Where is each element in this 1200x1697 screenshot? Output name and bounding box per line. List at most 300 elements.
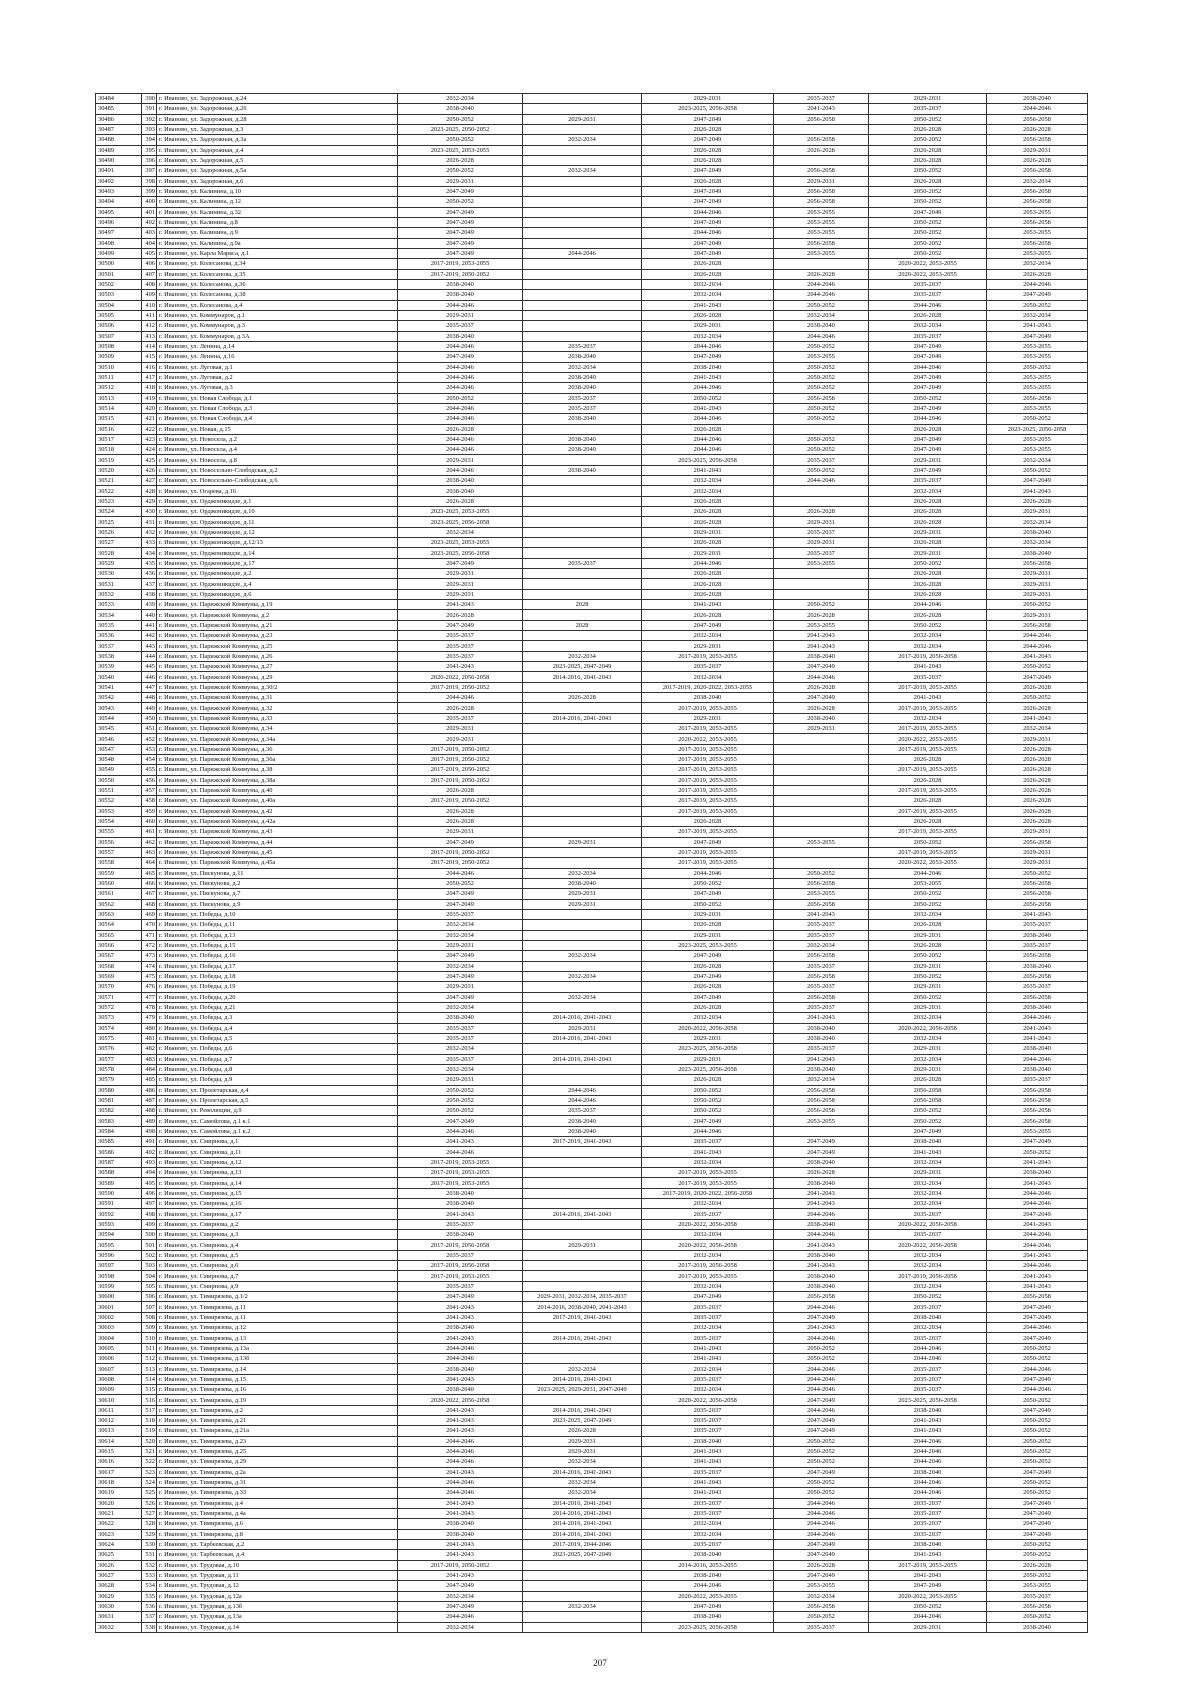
period-4-cell: 2053-2055 [774,217,869,227]
period-2-cell [523,847,642,857]
period-5-cell: 2029-2031 [869,548,987,558]
period-1-cell: 2032-2034 [398,527,523,537]
table-row [96,166,1088,176]
period-3-cell: 2017-2019, 2053-2055 [642,1168,774,1178]
period-3-cell: 2026-2028 [642,610,774,620]
address-cell: г. Иваново, ул. Тимирязева, д.6 [157,1519,398,1529]
period-1-cell: 2029-2031 [398,734,523,744]
row-number-cell: 432 [142,527,157,537]
period-4-cell: 2050-2052 [774,1436,869,1446]
period-1-cell: 2026-2028 [398,816,523,826]
address-cell: г. Иваново, ул. Калинина, д.10 [157,186,398,196]
address-cell: г. Иваново, ул. Тимирязева, д.13б [157,1354,398,1364]
period-1-cell: 2044-2046 [398,362,523,372]
row-number-cell: 497 [142,1199,157,1209]
period-3-cell: 2047-2049 [642,889,774,899]
period-1-cell: 2029-2031 [398,569,523,579]
period-2-cell [523,940,642,950]
table-row [96,259,1088,269]
table-row [96,135,1088,145]
period-1-cell: 2032-2034 [398,1591,523,1601]
period-6-cell: 2041-2043 [987,321,1088,331]
row-number-cell: 429 [142,496,157,506]
table-row [96,961,1088,971]
period-4-cell: 2044-2046 [774,279,869,289]
period-1-cell: 2047-2049 [398,837,523,847]
period-4-cell: 2050-2052 [774,1457,869,1467]
period-3-cell: 2014-2016, 2053-2055 [642,1560,774,1570]
row-id-cell: 30612 [96,1416,142,1426]
period-6-cell: 2053-2055 [987,383,1088,393]
period-4-cell: 2056-2058 [774,197,869,207]
period-2-cell [523,796,642,806]
period-5-cell: 2029-2031 [869,930,987,940]
table-row [96,321,1088,331]
period-3-cell: 2032-2034 [642,1281,774,1291]
address-cell: г. Иваново, ул. Парижской Коммуны, д.31 [157,693,398,703]
table-row [96,434,1088,444]
period-6-cell: 2047-2049 [987,1374,1088,1384]
row-id-cell: 30621 [96,1508,142,1518]
row-id-cell: 30508 [96,341,142,351]
address-cell: г. Иваново, ул. Трудовая, д.10 [157,1560,398,1570]
period-6-cell: 2038-2040 [987,1168,1088,1178]
period-1-cell: 2047-2049 [398,238,523,248]
row-id-cell: 30622 [96,1519,142,1529]
period-6-cell: 2047-2049 [987,1467,1088,1477]
period-4-cell: 2026-2028 [774,1168,869,1178]
period-6-cell: 2041-2043 [987,1023,1088,1033]
period-5-cell: 2047-2049 [869,383,987,393]
row-number-cell: 427 [142,476,157,486]
row-id-cell: 30631 [96,1612,142,1622]
table-row [96,1519,1088,1529]
period-2-cell: 2029-2031 [523,1436,642,1446]
period-1-cell: 2047-2049 [398,186,523,196]
period-1-cell: 2017-2019, 2056-2058 [398,1240,523,1250]
table-row [96,1126,1088,1136]
row-id-cell: 30535 [96,620,142,630]
table-row [96,186,1088,196]
period-4-cell: 2053-2055 [774,207,869,217]
period-6-cell: 2047-2049 [987,290,1088,300]
period-1-cell: 2017-2019, 2053-2055 [398,1157,523,1167]
address-cell: г. Иваново, ул. Парижской Коммуны, д.45а [157,858,398,868]
period-2-cell: 2038-2040 [523,414,642,424]
period-5-cell: 2017-2019, 2053-2055 [869,744,987,754]
table-row [96,992,1088,1002]
period-3-cell: 2047-2049 [642,166,774,176]
period-1-cell: 2035-2037 [398,631,523,641]
period-1-cell: 2041-2043 [398,1374,523,1384]
table-row [96,269,1088,279]
period-1-cell: 2023-2025, 2056-2058 [398,548,523,558]
period-3-cell: 2044-2046 [642,868,774,878]
row-number-cell: 400 [142,197,157,207]
period-3-cell: 2032-2034 [642,1199,774,1209]
address-cell: г. Иваново, ул. Победы, д.20 [157,992,398,1002]
address-cell: г. Иваново, ул. Калинина, д.32 [157,207,398,217]
table-row [96,1467,1088,1477]
period-5-cell: 2032-2034 [869,486,987,496]
period-2-cell: 2014-2016, 2041-2043 [523,1467,642,1477]
period-3-cell: 2026-2028 [642,424,774,434]
period-5-cell: 2035-2037 [869,1508,987,1518]
period-4-cell: 2056-2058 [774,971,869,981]
row-number-cell: 425 [142,455,157,465]
table-row [96,641,1088,651]
table-row [96,569,1088,579]
period-6-cell: 2038-2040 [987,94,1088,104]
address-cell: г. Иваново, ул. Орджоникидзе, д.12/13 [157,538,398,548]
period-3-cell: 2020-2022, 2056-2058 [642,1240,774,1250]
period-1-cell: 2047-2049 [398,1581,523,1591]
period-3-cell: 2029-2031 [642,930,774,940]
period-5-cell: 2026-2028 [869,569,987,579]
period-2-cell [523,538,642,548]
period-6-cell: 2032-2034 [987,176,1088,186]
table-row [96,1622,1088,1632]
period-2-cell [523,455,642,465]
period-5-cell: 2035-2037 [869,672,987,682]
period-1-cell: 2032-2034 [398,94,523,104]
period-4-cell: 2044-2046 [774,290,869,300]
period-1-cell: 2026-2028 [398,806,523,816]
period-1-cell: 2047-2049 [398,558,523,568]
period-4-cell: 2044-2046 [774,1230,869,1240]
row-id-cell: 30495 [96,207,142,217]
period-1-cell: 2044-2046 [398,1612,523,1622]
period-2-cell: 2029-2031 [523,1240,642,1250]
row-number-cell: 507 [142,1302,157,1312]
period-4-cell: 2026-2028 [774,507,869,517]
address-cell: г. Иваново, ул. Тимирязева, д.14 [157,1364,398,1374]
period-1-cell: 2047-2049 [398,620,523,630]
period-2-cell: 2014-2016, 2041-2043 [523,1013,642,1023]
period-2-cell [523,1147,642,1157]
table-row [96,517,1088,527]
period-1-cell: 2044-2046 [398,1436,523,1446]
row-id-cell: 30632 [96,1622,142,1632]
row-id-cell: 30586 [96,1147,142,1157]
address-cell: г. Иваново, ул. Парижской Коммуны, д.21 [157,620,398,630]
period-4-cell: 2053-2055 [774,1116,869,1126]
row-number-cell: 455 [142,765,157,775]
period-4-cell: 2035-2037 [774,1622,869,1632]
address-cell: г. Иваново, ул. Смирнова, д.14 [157,1178,398,1188]
period-2-cell [523,1219,642,1229]
address-cell: г. Иваново, ул. Парижской Коммуны, д.40а [157,796,398,806]
row-number-cell: 514 [142,1374,157,1384]
table-row [96,1199,1088,1209]
row-id-cell: 30533 [96,600,142,610]
period-3-cell: 2035-2037 [642,1539,774,1549]
period-4-cell: 2026-2028 [774,145,869,155]
period-6-cell: 2032-2034 [987,724,1088,734]
period-6-cell: 2026-2028 [987,796,1088,806]
row-number-cell: 426 [142,465,157,475]
period-2-cell [523,1622,642,1632]
row-number-cell: 433 [142,538,157,548]
row-number-cell: 534 [142,1581,157,1591]
period-2-cell [523,207,642,217]
period-5-cell: 2032-2034 [869,1033,987,1043]
row-id-cell: 30627 [96,1570,142,1580]
period-6-cell: 2047-2049 [987,1498,1088,1508]
period-2-cell: 2023-2025, 2047-2049 [523,1416,642,1426]
period-5-cell: 2047-2049 [869,445,987,455]
table-row [96,1426,1088,1436]
table-row [96,207,1088,217]
row-number-cell: 434 [142,548,157,558]
table-row [96,228,1088,238]
row-id-cell: 30574 [96,1023,142,1033]
period-1-cell: 2038-2040 [398,1385,523,1395]
period-2-cell [523,279,642,289]
period-3-cell: 2038-2040 [642,1570,774,1580]
period-2-cell [523,682,642,692]
period-3-cell: 2041-2043 [642,1457,774,1467]
table-row [96,548,1088,558]
table-row [96,290,1088,300]
table-row [96,124,1088,134]
period-6-cell: 2029-2031 [987,610,1088,620]
address-cell: г. Иваново, ул. Колесанова, д.36 [157,279,398,289]
row-id-cell: 30545 [96,724,142,734]
period-1-cell: 2050-2052 [398,878,523,888]
address-cell: г. Иваново, ул. Луговая, д.3 [157,383,398,393]
period-1-cell: 2050-2052 [398,114,523,124]
period-6-cell: 2056-2058 [987,197,1088,207]
period-2-cell: 2029-2031 [523,1446,642,1456]
period-4-cell: 2047-2049 [774,1416,869,1426]
row-number-cell: 428 [142,486,157,496]
row-number-cell: 446 [142,672,157,682]
row-number-cell: 478 [142,1002,157,1012]
period-4-cell: 2038-2040 [774,1250,869,1260]
table-row [96,1550,1088,1560]
period-5-cell: 2029-2031 [869,1044,987,1054]
table-row [96,982,1088,992]
period-6-cell: 2032-2034 [987,517,1088,527]
period-5-cell: 2050-2052 [869,1106,987,1116]
table-row [96,1312,1088,1322]
period-3-cell: 2017-2019, 2053-2055 [642,651,774,661]
table-row [96,538,1088,548]
period-3-cell: 2047-2049 [642,971,774,981]
period-6-cell: 2050-2052 [987,1570,1088,1580]
period-5-cell: 2050-2052 [869,889,987,899]
row-number-cell: 438 [142,589,157,599]
row-id-cell: 30491 [96,166,142,176]
period-6-cell: 2035-2037 [987,982,1088,992]
period-2-cell: 2014-2016, 2041-2043 [523,1508,642,1518]
period-1-cell: 2035-2037 [398,1281,523,1291]
address-cell: г. Иваново, ул. Парижской Коммуны, д.19 [157,600,398,610]
period-1-cell: 2041-2043 [398,1209,523,1219]
period-1-cell: 2038-2040 [398,1529,523,1539]
period-2-cell [523,816,642,826]
period-6-cell: 2044-2046 [987,1013,1088,1023]
period-3-cell: 2029-2031 [642,94,774,104]
period-1-cell: 2029-2031 [398,455,523,465]
period-5-cell: 2047-2049 [869,1581,987,1591]
table-row [96,1333,1088,1343]
period-3-cell: 2017-2019, 2053-2055 [642,858,774,868]
period-4-cell: 2032-2034 [774,310,869,320]
period-2-cell [523,961,642,971]
row-number-cell: 452 [142,734,157,744]
period-6-cell: 2056-2058 [987,1095,1088,1105]
period-1-cell: 2017-2019, 2050-2052 [398,1560,523,1570]
row-id-cell: 30512 [96,383,142,393]
address-cell: г. Иваново, ул. Победы, д.13 [157,930,398,940]
row-number-cell: 488 [142,1106,157,1116]
period-4-cell: 2044-2046 [774,1302,869,1312]
period-3-cell: 2026-2028 [642,579,774,589]
period-5-cell: 2047-2049 [869,434,987,444]
period-4-cell: 2035-2037 [774,1002,869,1012]
period-6-cell: 2041-2043 [987,713,1088,723]
row-id-cell: 30488 [96,135,142,145]
period-4-cell [774,259,869,269]
period-5-cell: 2035-2037 [869,476,987,486]
period-6-cell: 2029-2031 [987,589,1088,599]
period-2-cell [523,1188,642,1198]
period-3-cell: 2017-2019, 2053-2055 [642,744,774,754]
address-cell: г. Иваново, ул. Задорожная, д.24 [157,94,398,104]
row-id-cell: 30543 [96,703,142,713]
period-5-cell: 2047-2049 [869,207,987,217]
table-row [96,1488,1088,1498]
period-4-cell: 2026-2028 [774,703,869,713]
row-number-cell: 517 [142,1405,157,1415]
period-3-cell: 2035-2037 [642,1374,774,1384]
row-id-cell: 30514 [96,403,142,413]
period-1-cell: 2023-2025, 2053-2055 [398,145,523,155]
period-6-cell: 2044-2046 [987,1385,1088,1395]
period-1-cell: 2020-2022, 2056-2058 [398,1395,523,1405]
period-5-cell: 2029-2031 [869,961,987,971]
address-cell: г. Иваново, ул. Смирнова, д.7 [157,1271,398,1281]
period-3-cell: 2023-2025, 2056-2058 [642,1044,774,1054]
period-6-cell: 2056-2058 [987,971,1088,981]
period-2-cell [523,1064,642,1074]
period-2-cell [523,331,642,341]
period-6-cell: 2047-2049 [987,1209,1088,1219]
period-3-cell: 2026-2028 [642,589,774,599]
row-id-cell: 30492 [96,176,142,186]
period-1-cell: 2050-2052 [398,393,523,403]
period-3-cell: 2029-2031 [642,1033,774,1043]
period-6-cell: 2044-2046 [987,1261,1088,1271]
table-row [96,558,1088,568]
row-number-cell: 414 [142,341,157,351]
period-5-cell: 2044-2046 [869,1446,987,1456]
address-cell: г. Иваново, ул. Парижской Коммуны, д.36 [157,744,398,754]
period-3-cell: 2050-2052 [642,393,774,403]
period-4-cell: 2029-2031 [774,724,869,734]
period-3-cell: 2029-2031 [642,909,774,919]
address-cell: г. Иваново, ул. Парижской Коммуны, д.38а [157,775,398,785]
address-cell: г. Иваново, ул. Орджоникидзе, д.11 [157,517,398,527]
address-cell: г. Иваново, ул. Парижской Коммуны, д.45 [157,847,398,857]
period-6-cell: 2056-2058 [987,1085,1088,1095]
period-1-cell: 2047-2049 [398,992,523,1002]
period-2-cell [523,1323,642,1333]
address-cell: г. Иваново, ул. Калинина, д.8 [157,217,398,227]
period-3-cell: 2023-2025, 2056-2058 [642,455,774,465]
period-5-cell: 2029-2031 [869,1168,987,1178]
period-3-cell: 2047-2049 [642,238,774,248]
period-6-cell: 2044-2046 [987,1188,1088,1198]
period-6-cell: 2056-2058 [987,889,1088,899]
table-row [96,372,1088,382]
address-cell: г. Иваново, ул. Пискунова, д.7 [157,889,398,899]
period-6-cell: 2050-2052 [987,465,1088,475]
period-1-cell: 2044-2046 [398,403,523,413]
period-3-cell: 2017-2019, 2053-2055 [642,796,774,806]
address-cell: г. Иваново, ул. Карла Маркса, д.1 [157,248,398,258]
period-2-cell [523,775,642,785]
table-row [96,1508,1088,1518]
period-1-cell: 2026-2028 [398,424,523,434]
row-number-cell: 401 [142,207,157,217]
period-5-cell: 2050-2052 [869,951,987,961]
period-4-cell: 2056-2058 [774,393,869,403]
table-row [96,1219,1088,1229]
period-4-cell: 2050-2052 [774,341,869,351]
period-4-cell: 2050-2052 [774,465,869,475]
row-number-cell: 437 [142,579,157,589]
table-row [96,300,1088,310]
row-number-cell: 525 [142,1488,157,1498]
table-row [96,1446,1088,1456]
period-4-cell [774,124,869,134]
address-cell: г. Иваново, ул. Тимирязева, д.2а [157,1467,398,1477]
row-id-cell: 30620 [96,1498,142,1508]
period-4-cell: 2050-2052 [774,434,869,444]
period-6-cell: 2047-2049 [987,1302,1088,1312]
row-id-cell: 30599 [96,1281,142,1291]
table-row [96,1395,1088,1405]
period-3-cell: 2026-2028 [642,155,774,165]
period-4-cell [774,155,869,165]
period-6-cell: 2026-2028 [987,496,1088,506]
period-4-cell: 2038-2040 [774,1178,869,1188]
period-4-cell: 2047-2049 [774,1426,869,1436]
period-2-cell: 2023-2025, 2047-2049 [523,662,642,672]
table-row [96,1271,1088,1281]
table-row [96,465,1088,475]
period-2-cell [523,755,642,765]
row-number-cell: 444 [142,651,157,661]
table-row [96,1106,1088,1116]
row-number-cell: 440 [142,610,157,620]
period-3-cell: 2047-2049 [642,135,774,145]
period-6-cell: 2029-2031 [987,569,1088,579]
period-3-cell: 2041-2043 [642,372,774,382]
period-3-cell: 2041-2043 [642,1354,774,1364]
period-3-cell: 2020-2022, 2056-2058 [642,1219,774,1229]
table-row [96,527,1088,537]
row-number-cell: 468 [142,899,157,909]
row-number-cell: 484 [142,1064,157,1074]
period-3-cell: 2047-2049 [642,951,774,961]
period-1-cell: 2044-2046 [398,372,523,382]
row-id-cell: 30500 [96,259,142,269]
period-1-cell: 2041-2043 [398,1467,523,1477]
